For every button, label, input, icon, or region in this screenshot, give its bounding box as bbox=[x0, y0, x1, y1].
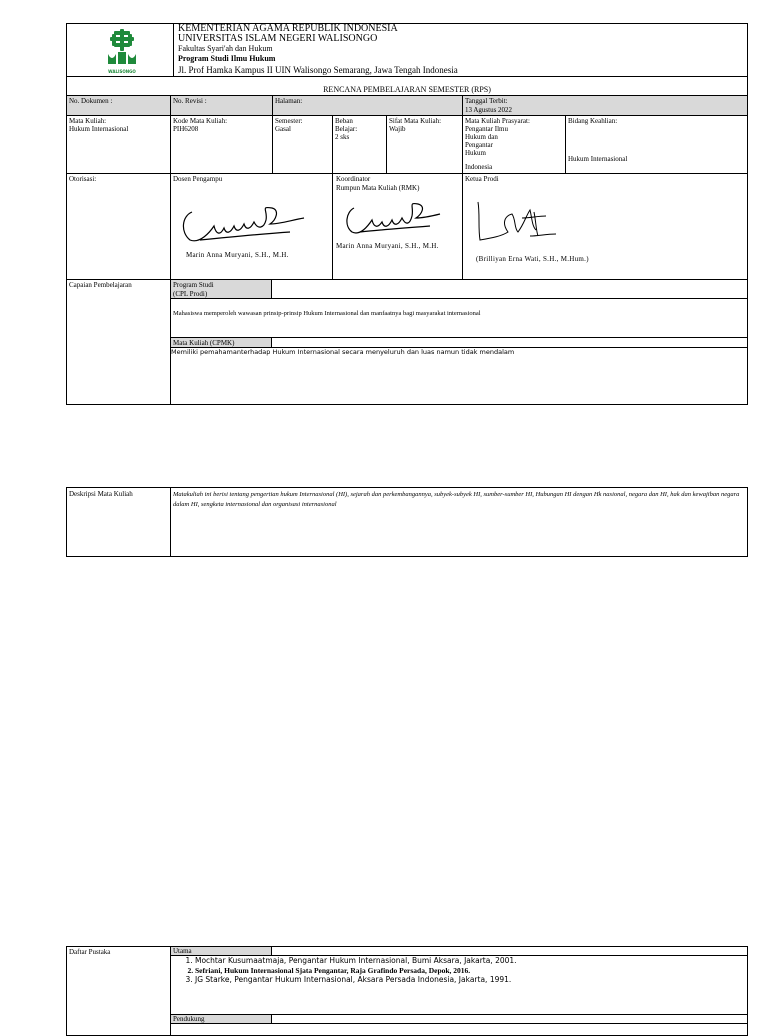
koordinator-label-2: Rumpun Mata Kuliah (RMK) bbox=[336, 184, 420, 192]
prasyarat-line-3: Pengantar bbox=[465, 141, 493, 149]
cpmk-label: Mata Kuliah (CPMK) bbox=[173, 339, 235, 347]
university-logo bbox=[104, 28, 140, 76]
koordinator-name: Marin Anna Muryani, S.H., M.H. bbox=[336, 242, 439, 250]
logo-caption: WALISONGO bbox=[108, 69, 136, 74]
beban-label-2: Belajar: bbox=[335, 125, 358, 133]
dosen-pengampu-label: Dosen Pengampu bbox=[173, 175, 223, 183]
prasyarat-line-5: Indonesia bbox=[465, 163, 493, 171]
kode-mk-value: PIH6208 bbox=[173, 125, 199, 133]
dosen-signature-icon bbox=[180, 202, 310, 246]
mata-kuliah-label: Mata Kuliah: bbox=[69, 117, 107, 125]
prasyarat-line-4: Hukum bbox=[465, 149, 486, 157]
header-faculty: Fakultas Syari'ah dan Hukum bbox=[178, 44, 273, 53]
pustaka-list bbox=[171, 956, 741, 985]
deskripsi-label: Deskripsi Mata Kuliah bbox=[69, 490, 133, 498]
koordinator-label-1: Koordinator bbox=[336, 175, 371, 183]
sifat-label: Sifat Mata Kuliah: bbox=[389, 117, 442, 125]
mata-kuliah-value: Hukum Internasional bbox=[69, 125, 129, 133]
cpl-text: Mahasiswa memperoleh wawasan prinsip-prinsip Hukum Internasional dan manfaatnya bagi masyarakat internasional bbox=[173, 310, 481, 317]
capaian-label: Capaian Pembelajaran bbox=[69, 281, 132, 289]
beban-value: 2 sks bbox=[335, 133, 350, 141]
header-program: Program Studi Ilmu Hukum bbox=[178, 54, 276, 63]
bidang-value: Hukum Internasional bbox=[568, 155, 628, 163]
kaprodi-name: (Brilliyan Erna Wati, S.H., M.Hum.) bbox=[476, 255, 589, 263]
bidang-label: Bidang Keahlian: bbox=[568, 117, 618, 125]
sifat-value: Wajib bbox=[389, 125, 406, 133]
header-ministry: KEMENTERIAN AGAMA REPUBLIK INDONESIA bbox=[178, 23, 398, 34]
deskripsi-text: Matakuliah ini berisi tentang pengertian hukum Internasional (HI), sejarah dan perkembangannya, subyek-subyek HI, sumber-sumber HI, Hubungan HI dengan Hk nasional, negara dan HI, hak dan kewajiban negara dalam HI, sengketa internasional dan organisasi internasional bbox=[173, 491, 740, 508]
cpmk-text: Memiliki pemahamanterhadap Hukum Internasional secara menyeluruh dan luas namun tidak mendalam bbox=[171, 348, 515, 356]
dosen-name: Marin Anna Muryani, S.H., M.H. bbox=[186, 251, 289, 259]
header-university: UNIVERSITAS ISLAM NEGERI WALISONGO bbox=[178, 33, 378, 44]
prasyarat-line-1: Pengantar Ilmu bbox=[465, 125, 508, 133]
otorisasi-label: Otorisasi: bbox=[69, 175, 97, 183]
no-revisi-label: No. Revisi : bbox=[173, 97, 207, 105]
beban-label-1: Beban bbox=[335, 117, 353, 125]
pustaka-pendukung-label: Pendukung bbox=[173, 1015, 205, 1023]
semester-label: Semester: bbox=[275, 117, 303, 125]
document-title: RENCANA PEMBELAJARAN SEMESTER (RPS) bbox=[323, 85, 491, 94]
pustaka-label: Daftar Pustaka bbox=[69, 948, 111, 956]
kode-mk-label: Kode Mata Kuliah: bbox=[173, 117, 228, 125]
pustaka-utama-label: Utama bbox=[173, 947, 192, 955]
semester-value: Gasal bbox=[275, 125, 291, 133]
header-address: Jl. Prof Hamka Kampus II UIN Walisongo Semarang, Jawa Tengah Indonesia bbox=[178, 65, 458, 75]
tanggal-terbit-value: 13 Agustus 2022 bbox=[465, 106, 513, 114]
prasyarat-line-2: Hukum dan bbox=[465, 133, 498, 141]
tanggal-terbit-label: Tanggal Terbit: bbox=[465, 97, 508, 105]
pustaka-item-3: 3. JG Starke, Pengantar Hukum Internasional, Aksara Persada Indonesia, Jakarta, 1991. bbox=[195, 975, 741, 985]
no-dokumen-label: No. Dokumen : bbox=[69, 97, 113, 105]
cpl-label-2: (CPL Prodi) bbox=[173, 290, 208, 298]
prasyarat-label: Mata Kuliah Prasyarat: bbox=[465, 117, 530, 125]
ketua-prodi-label: Ketua Prodi bbox=[465, 175, 499, 183]
koordinator-signature-icon bbox=[344, 200, 444, 238]
cpl-label-1: Program Studi bbox=[173, 281, 214, 289]
pustaka-item-2: 2. Sefriani, Hukum Internasional Sjata Pengantar, Raja Grafindo Persada, Depok, 2016. bbox=[195, 966, 741, 976]
halaman-label: Halaman: bbox=[275, 97, 303, 105]
kaprodi-signature-icon bbox=[472, 198, 562, 246]
pustaka-item-1: 1. Mochtar Kusumaatmaja, Pengantar Hukum Internasional, Bumi Aksara, Jakarta, 2001. bbox=[195, 956, 741, 966]
